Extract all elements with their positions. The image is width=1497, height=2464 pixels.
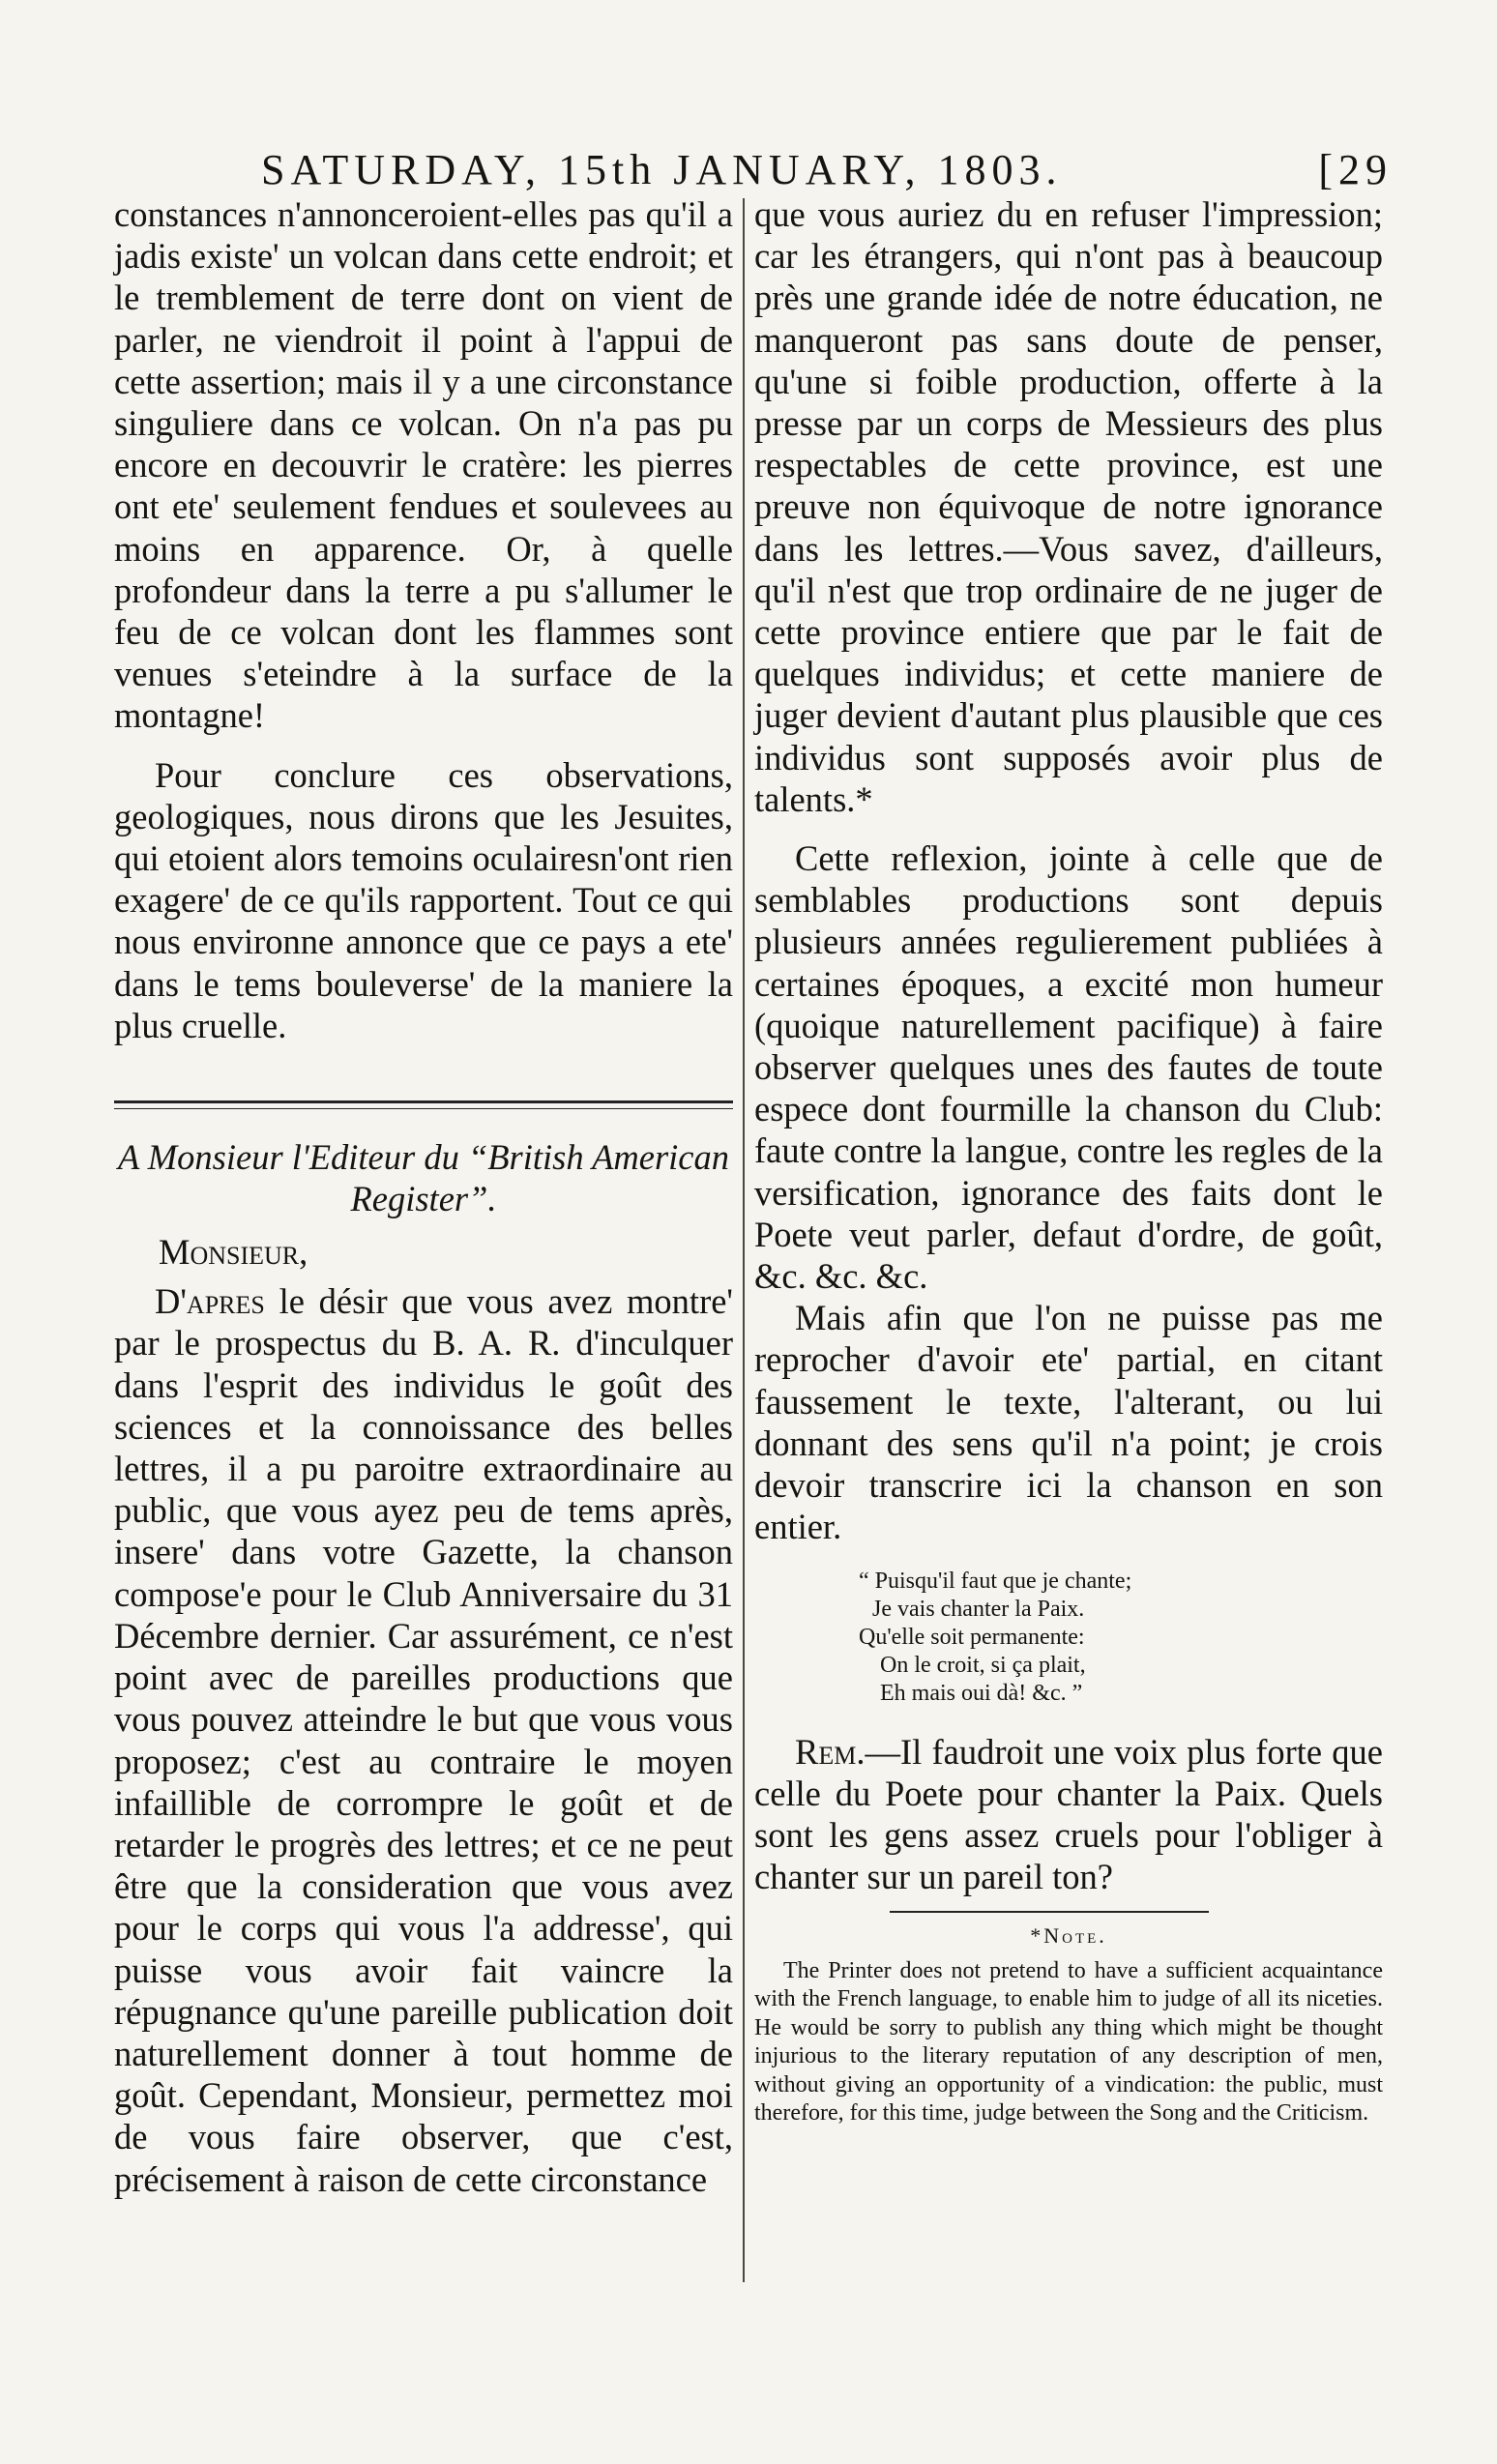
song-line: Je vais chanter la Paix. xyxy=(872,1596,1085,1622)
letter-title: A Monsieur l'Editeur du “British American Register”. xyxy=(117,1137,729,1219)
letter-opening-word: D'apres xyxy=(155,1281,265,1322)
remark-label: Rem. xyxy=(795,1731,866,1772)
letter-salutation: Monsieur, xyxy=(159,1232,308,1273)
right-column xyxy=(754,193,1383,2128)
song-line: Qu'elle soit permanente: xyxy=(859,1624,1085,1650)
song-line: On le croit, si ça plait, xyxy=(880,1652,1086,1678)
letter-body-text: le désir que vous avez montre' par le prospectus du B. A. R. d'inculquer dans l'esprit des individus le goût des sciences et la connoissance des belles lettres, il a pu paroitre extraordinaire au public, que vous ayez peu de tems après, insere' dans votre Gazette, la chanson compose'e pour le Club Anniversaire du 31 Décembre dernier. Car assurément, ce n'est point avec de pareilles productions que vous pouvez atteindre le but que vous vous proposez; c'est au contraire le moyen infaillible de corrompre le goût et de retarder le progrès des lettres; et ce ne peut être que la consideration que vous avez pour le corps qui vous l'a addresse', qui puisse vous avoir fait vaincre la répugnance qu'une pareille publication doit naturellement donner à tout homme de goût. Cependant, Monsieur, permettez moi de vous faire observer, que c'est, précisement à raison de cette circonstance xyxy=(114,1281,733,2199)
letter-body-paragraph xyxy=(114,1280,733,2199)
remark-text: —Il faudroit une voix plus forte que celle du Poete pour chanter la Paix. Quels sont les gens assez cruels pour l'obliger à chanter sur un pareil ton? xyxy=(754,1731,1383,1897)
song-line: “ Puisqu'il faut que je chante; xyxy=(859,1568,1132,1594)
note-rule xyxy=(890,1911,1209,1913)
citation-paragraph: Mais afin que l'on ne puisse pas me reprocher d'avoir ete' partial, en citant faussement le texte, l'alterant, ou lui donnant des sens qu'il n'a point; je crois devoir transcrire ici la chanson en son entier. xyxy=(754,1298,1383,1547)
section-divider xyxy=(114,1100,733,1109)
letter-continuation-paragraph: que vous auriez du en refuser l'impression; car les étrangers, qui n'ont pas à beaucoup près une grande idée de notre éducation, ne manqueront pas sans doute de penser, qu'une si foible production, offerte à la presse par un corps de Messieurs des plus respectables de cette province, est une preuve non équivoque de notre ignorance dans les lettres.—Vous savez, d'ailleurs, qu'il n'est que trop ordinaire de ne juger de cette province entiere que par le fait de quelques individus; et cette maniere de juger devient d'autant plus plausible que ces individus sont supposés avoir plus de talents.* xyxy=(754,194,1383,819)
remark-paragraph xyxy=(754,1731,1383,1898)
note-heading: *Note. xyxy=(1030,1923,1107,1949)
song-line: Eh mais oui dà! &c. ” xyxy=(880,1680,1083,1706)
left-column xyxy=(114,193,733,2200)
song-quotation xyxy=(859,1568,1383,1708)
conclusion-paragraph: Pour conclure ces observations, geologiques, nous dirons que les Jesuites, qui etoient alors temoins oculairesn'ont rien exagere' de ce qu'ils rapportent. Tout ce qui nous environne annonce que ce pays a ete' dans le tems bouleverse' de la maniere la plus cruelle. xyxy=(114,754,733,1045)
printer-note: The Printer does not pretend to have a sufficient acquaintance with the French language, to enable him to judge of all its niceties. He would be sorry to publish any thing which might be thought injurious to the literary reputation of any description of men, without giving an opportunity of a vindication: the public, must therefore, for this time, judge between the Song and the Criticism. xyxy=(754,1957,1383,2127)
column-divider xyxy=(743,198,745,2282)
running-title: SATURDAY, 15th JANUARY, 1803. xyxy=(261,146,1063,193)
volcano-paragraph-end: constances n'annonceroient-elles pas qu'il a jadis existe' un volcan dans cette endroit; et le tremblement de terre dont on vient de parler, ne viendroit il point à l'appui de cette assertion; mais il y a une circonstance singuliere dans ce volcan. On n'a pas pu encore en decouvrir le cratère: les pierres ont ete' seulement fendues et soulevees au moins en apparence. Or, à quelle profondeur dans la terre a pu s'allumer le feu de ce volcan dont les flammes sont venues s'eteindre à la surface de la montagne! xyxy=(114,194,733,736)
page-number: [29 xyxy=(1318,146,1393,193)
reflection-paragraph: Cette reflexion, jointe à celle que de semblables productions sont depuis plusieurs années regulierement publiées à certaines époques, a excité mon humeur (quoique naturellement pacifique) à faire observer quelques unes des fautes de toute espece dont fourmille la chanson du Club: faute contre la langue, contre les regles de la versification, ignorance des faits dont le Poete veut parler, defaut d'ordre, de goût, &c. &c. &c. xyxy=(754,838,1383,1297)
